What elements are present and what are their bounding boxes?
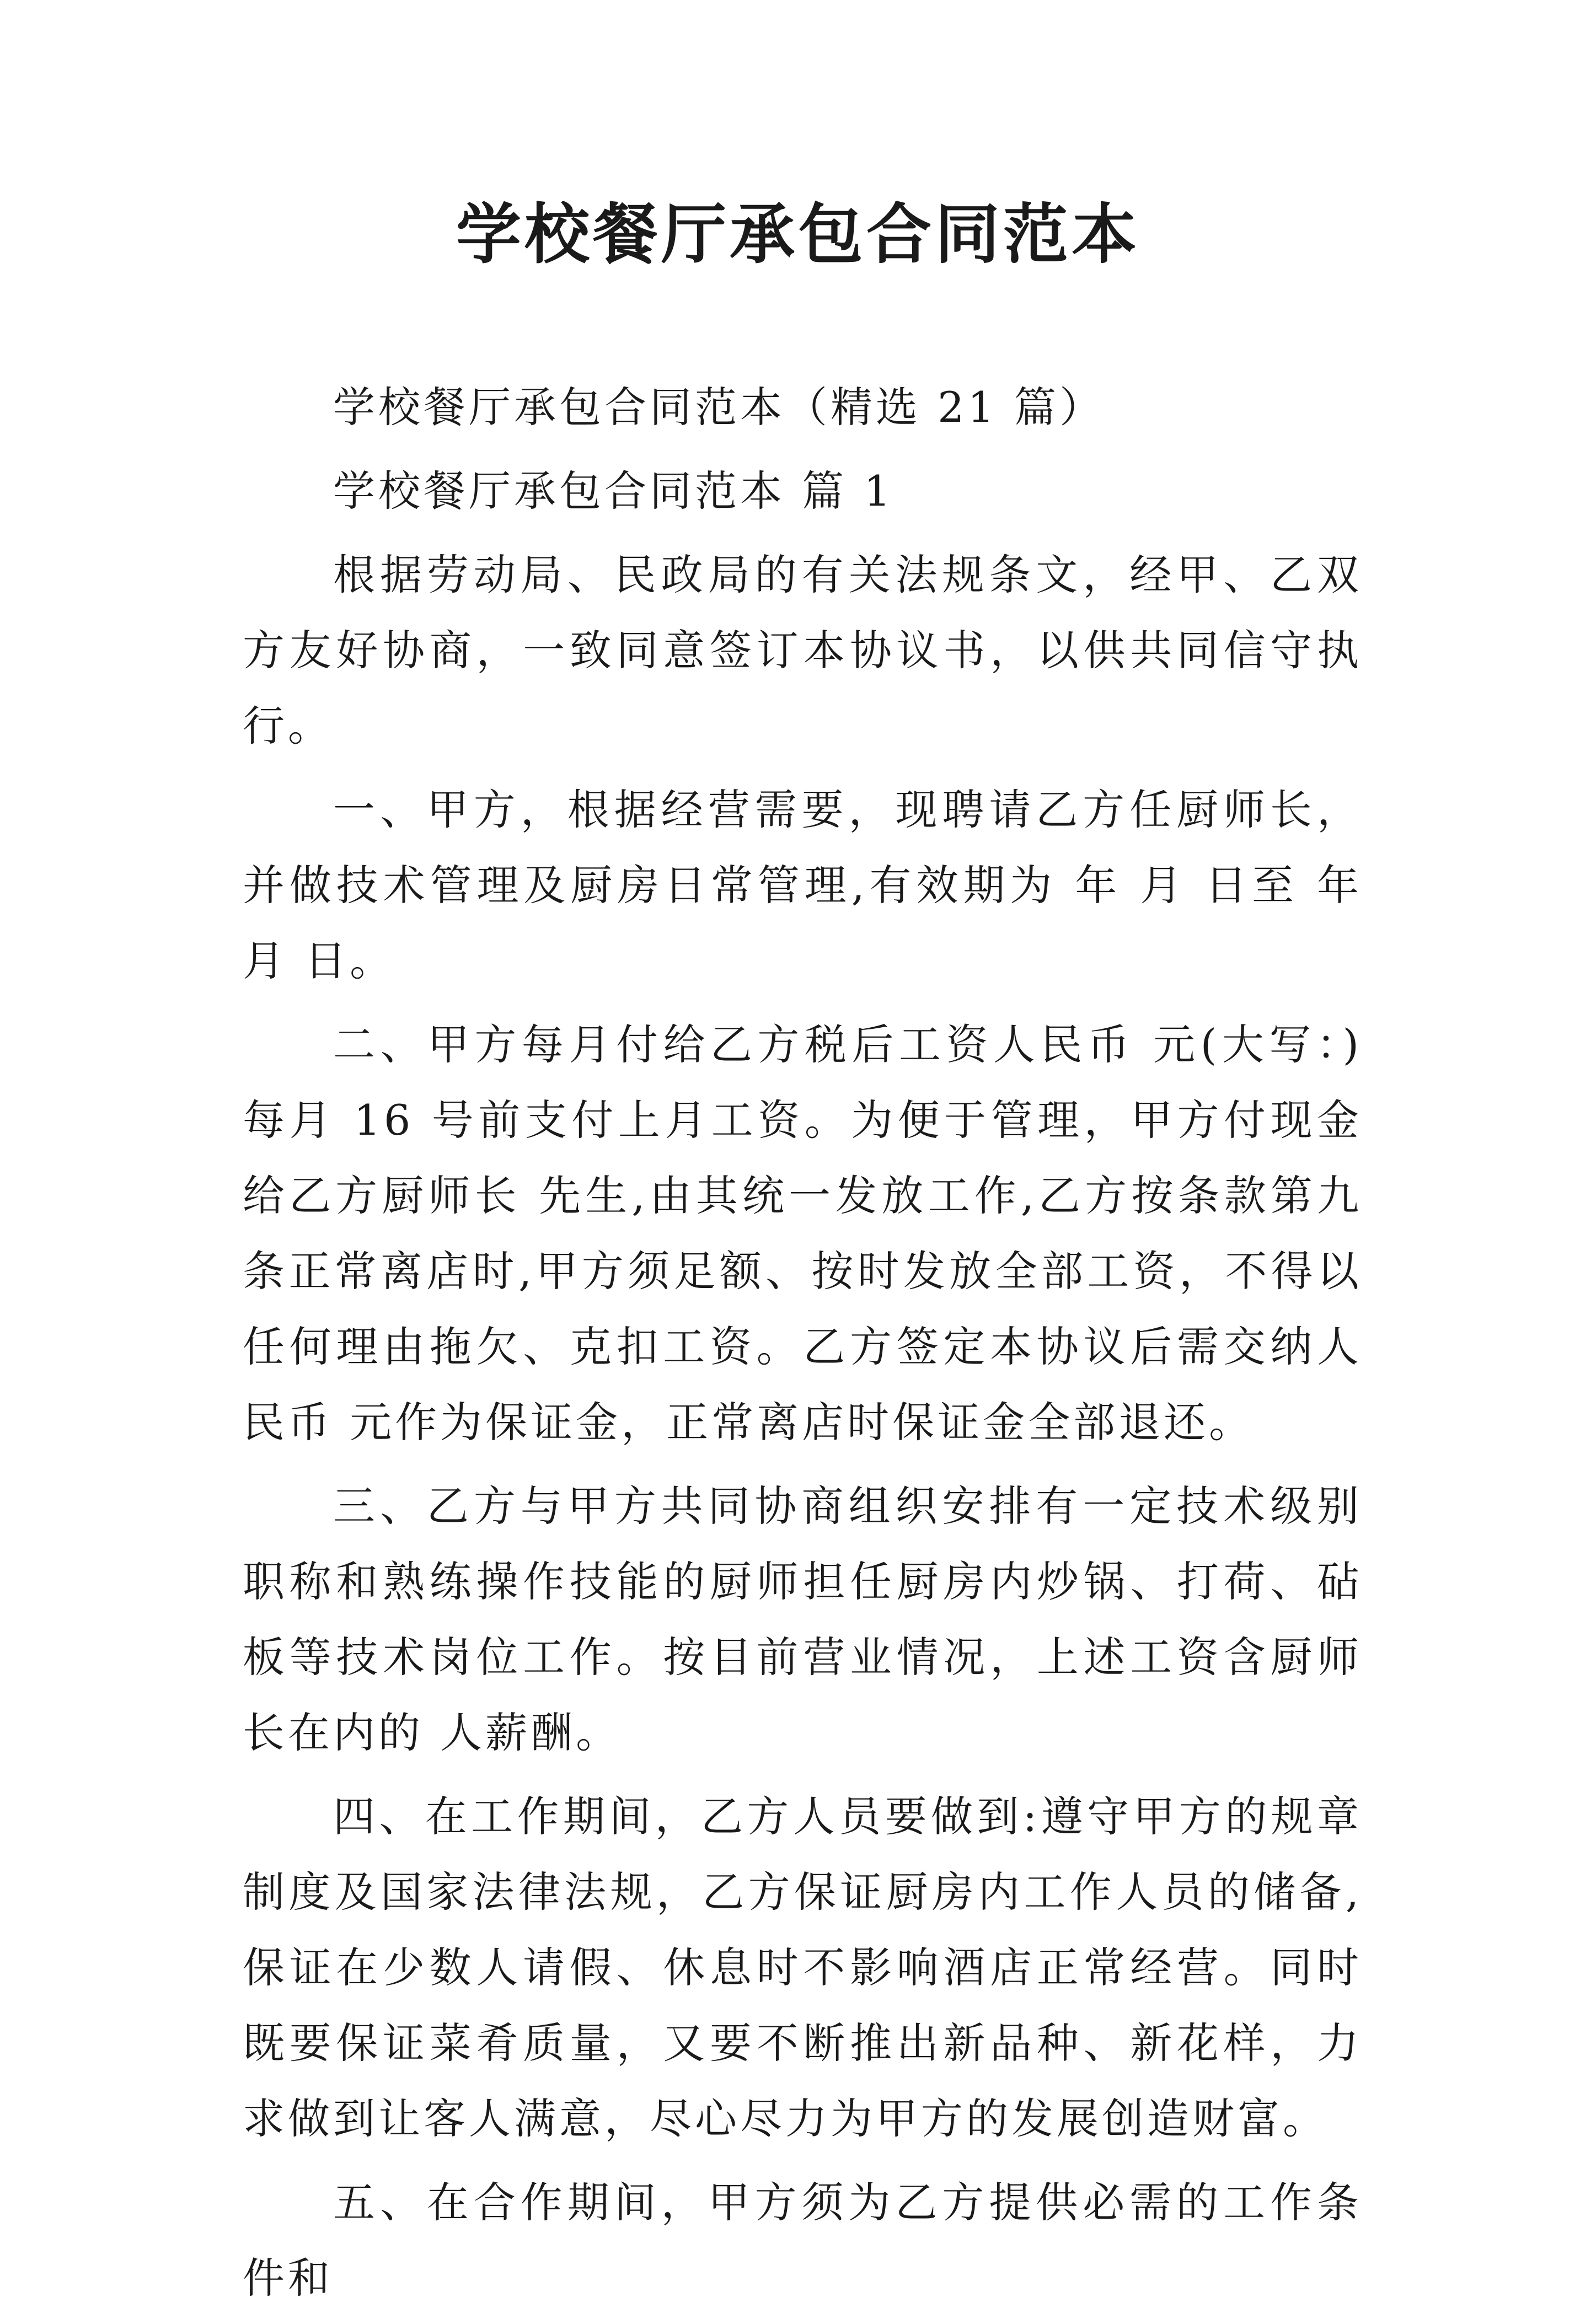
page-title: 学校餐厅承包合同范本 [456,196,1140,272]
document-subtitle: 学校餐厅承包合同范本（精选 21 篇） [333,383,1105,432]
paragraph: 根据劳动局、民政局的有关法规条文，经甲、乙双方友好协商，一致同意签订本协议书，以供共同信守执行。 [243,550,1362,750]
paragraph: 五、在合作期间，甲方须为乙方提供必需的工作条件和 [243,2178,1362,2302]
document-body [243,369,1362,2324]
paragraph: 一、甲方，根据经营需要，现聘请乙方任厨师长，并做技术管理及厨房日常管理,有效期为 年 月 日至 年 月 日。 [243,785,1362,985]
paragraph: 三、乙方与甲方共同协商组织安排有一定技术级别职称和熟练操作技能的厨师担任厨房内炒锅、打荷、砧板等技术岗位工作。按目前营业情况，上述工资含厨师长在内的 人薪酬。 [243,1482,1362,1757]
paragraph: 二、甲方每月付给乙方税后工资人民币 元(大写：) 每月 16 号前支付上月工资。为便于管理，甲方付现金给乙方厨师长 先生,由其统一发放工作,乙方按条款第九条正常离店时,甲方须足额、按时发放全部工资，不得以任何理由拖欠、克扣工资。乙方签定本协议后需交纳人民币 元作为保证金，正常离店时保证金全部退还。 [243,1020,1362,1447]
paragraph: 四、在工作期间，乙方人员要做到:遵守甲方的规章制度及国家法律法规，乙方保证厨房内工作人员的储备,保证在少数人请假、休息时不影响酒店正常经营。同时既要保证菜肴质量，又要不断推出新品种、新花样，力求做到让客人满意，尽心尽力为甲方的发展创造财富。 [243,1792,1362,2143]
section-heading: 学校餐厅承包合同范本 篇 1 [333,466,894,516]
